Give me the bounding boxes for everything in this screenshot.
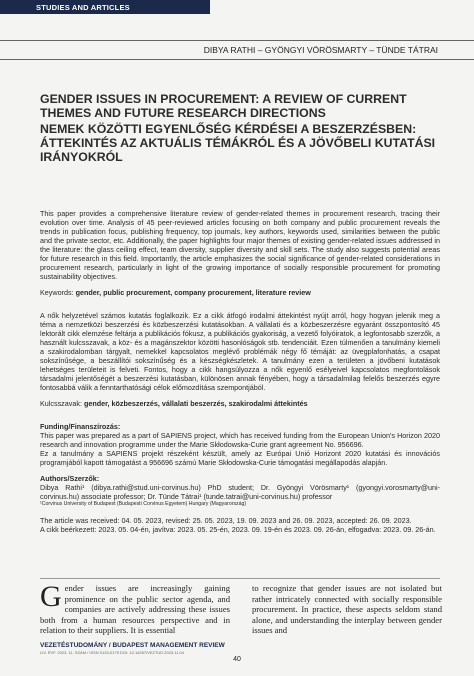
section-label: STUDIES AND ARTICLES — [0, 0, 210, 14]
authors-text: Dibya Rathi¹ (dibya.rathi@stud.uni-corvinus.hu) PhD student; Dr. Gyöngyi Vörösmarty¹ (gyongyi.vorosmarty@uni-corvinus.hu) associate professor; Dr. Tünde Tátrai¹ (tunde.tatrai@uni-corvinus.hu) professor — [40, 483, 440, 501]
keywords-values: gender, public procurement, company procurement, literature review — [75, 288, 311, 297]
dates-hungarian: A cikk beérkezett: 2023. 05. 04-én, javítva: 2023. 05. 25-én, 2023. 09. 19-én és 2023. 09. 26-án, elfogadva: 2023. 09. 26-án. — [40, 525, 436, 534]
authors-heading: Authors/Szerzők: — [40, 474, 100, 483]
footer-issn: LIV. ÉVF. 2023. 11. SZÁM / ISSN 0133-0179 DOI: 10.14267/VEZTUD.2023.11.04 — [40, 650, 185, 655]
funding-text-english: This paper was prepared as a part of SAPIENS project, which has received funding from the European Union's Horizon 2020 research and innovation programme under the Marie Skłodowska-Curie grant agreement No. 956696. — [40, 431, 440, 449]
body-text-right: to recognize that gender issues are not isolated but rather intricately connected with socially responsible procurement. In practice, these aspects seldom stand alone, and understanding the interplay between gender issues and — [252, 583, 442, 636]
body-text-left: ender issues are increasingly gaining prominence on the public sector agenda, and companies are actively addressing these issues both from a human resources perspective and in relation to their suppliers. It is essential — [40, 583, 230, 636]
keywords-label: Keywords: — [40, 288, 74, 297]
abstract-hungarian: A nők helyzetével számos kutatás foglalkozik. Ez a cikk átfogó irodalmi áttekintést nyújt arról, hogy hogyan jelenik meg a téma a nemzetközi beszerzési és közbeszerzési kutatásokban. A vállalati és a közbeszerzésre egyaránt összpontosító 45 lektorált cikk elemzése feltárja a publikációs fókusz, a publikációs gyakoriság, a vezető folyóiratok, a legfontosabb szerzők, a használt kulcsszavak, a köz- és a magánszektor közötti hasonlóságok stb. tendenciáit. Ezen túlmenően a tanulmány kiemeli a szakirodalomban tárgyalt, nemekkel kapcsolatos meglévő problémák négy fő témáját: az üvegplafonhatás, a csapat sokszínűsége, a beszállítói sokszínűség és a készségkészletek. A tanulmány ezen a területen a jövőbeni kutatások lehetséges területeit is felveti. Fontos, hogy a cikk hangsúlyozza a nők egyenlő esélyeivel kapcsolatos megfontolások társadalmi jelentőségét a beszerzési kutatásban, különösen annak fényében, hogy a társadalmilag felelős beszerzés egyre fontosabbá válik a fenntarthatósági célok előmozdítása szempontjából. — [40, 311, 440, 392]
drop-cap: G — [40, 580, 62, 613]
dates-english: The article was received: 04. 05. 2023, revised: 25. 05. 2023, 19. 09. 2023 and 26. 09. 2023, accepted: 26. 09. 2023. — [40, 516, 412, 525]
front-matter — [40, 209, 440, 534]
funding-heading: Funding/Finanszírozás: — [40, 422, 121, 431]
running-authors: DIBYA RATHI – GYÖNGYI VÖRÖSMARTY – TÜNDE TÁTRAI — [0, 40, 474, 60]
kulcsszavak-values: gender, közbeszerzés, vállalati beszerzés, szakirodalmi áttekintés — [83, 399, 308, 408]
body-column-right — [252, 583, 442, 636]
affiliation: ¹Corvinus University of Budapest (Budapesti Corvinus Egyetem) Hungary (Magyarország) — [40, 501, 247, 507]
title-block — [40, 92, 440, 164]
title-hungarian: NEMEK KÖZÖTTI EGYENLŐSÉG KÉRDÉSEI A BESZERZÉSBEN: ÁTTEKINTÉS AZ AKTUÁLIS TÉMÁKRÓL ÉS A JÖVŐBELI KUTATÁSI IRÁNYOKRÓL — [40, 122, 436, 164]
divider — [40, 578, 440, 579]
keywords-english — [40, 288, 440, 297]
keywords-hungarian — [40, 399, 440, 408]
body-column-left — [40, 580, 230, 636]
footer-journal-name: VEZETÉSTUDOMÁNY / BUDAPEST MANAGEMENT REVIEW — [40, 642, 225, 649]
kulcsszavak-label: Kulcsszavak: — [40, 399, 82, 408]
funding-text-hungarian: Ez a tanulmány a SAPIENS projekt részeként készült, amely az Európai Unió Horizont 2020 kutatási és innovációs programjából kapott támogatást a 956696 számú Marie Skłodowska-Curie támogatási megállapodás alapján. — [40, 449, 440, 467]
title-english: GENDER ISSUES IN PROCUREMENT: A REVIEW OF CURRENT THEMES AND FUTURE RESEARCH DIRECTIONS — [40, 92, 407, 120]
page-number: 40 — [233, 656, 241, 663]
abstract-english: This paper provides a comprehensive literature review of gender-related themes in procurement research, tracing their evolution over time. Analysis of 45 peer-reviewed articles focusing on both company and public procurement reveals the trends in publication focus, publishing frequency, top journals, key authors, keywords used, similarities between the public and the private sector, etc. Additionally, the paper highlights four major themes of existing gender-related issues addressed in the literature: the glass ceiling effect, team diversity, supplier diversity and skill sets. The study also suggests potential areas for future research in this field. Importantly, the article emphasizes the social significance of gender-related considerations in procurement research, particularly in light of the growing importance of socially responsible procurement for promoting sustainability objectives. — [40, 209, 440, 281]
